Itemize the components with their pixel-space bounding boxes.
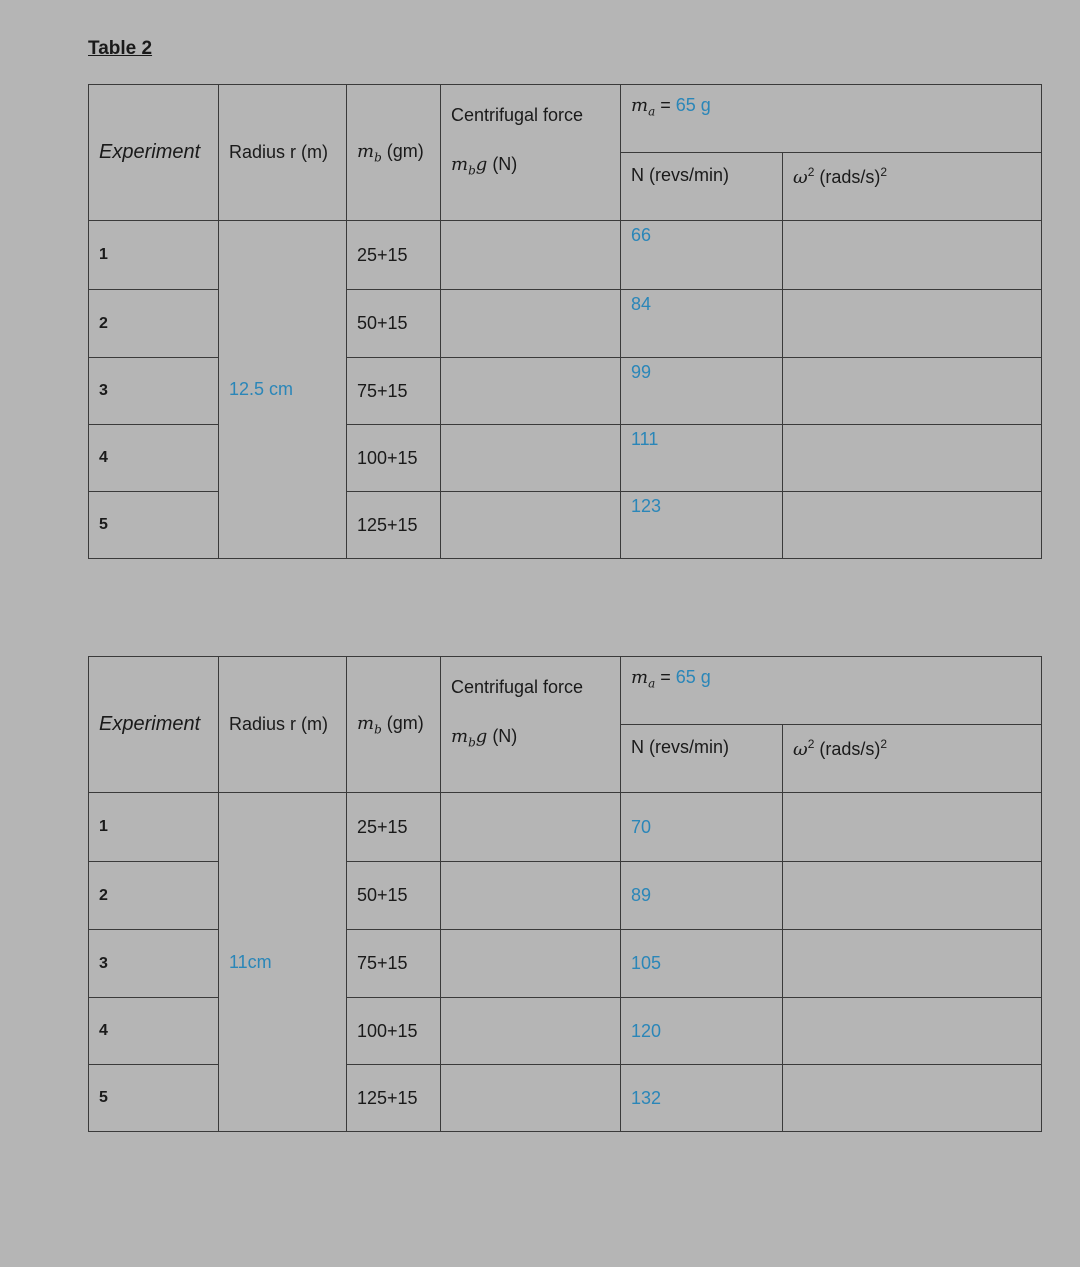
experiment-header: Experiment <box>89 85 219 221</box>
header-row <box>89 657 1042 725</box>
data-table-1 <box>88 84 1042 559</box>
header-row <box>89 85 1042 153</box>
table-row: 3 75+15 99 <box>89 358 1042 425</box>
omega-header: $\omega^2$ (rads/s)$^2$ <box>783 725 1042 793</box>
table-row: 1 12.5 cm 25+15 66 <box>89 221 1042 290</box>
centrifugal-force-header: Centrifugal force $m_bg$ (N) <box>441 657 621 793</box>
table-row: 3 75+15 105 <box>89 930 1042 998</box>
table-row: 4 100+15 111 <box>89 425 1042 492</box>
ma-header: $m_a = 65$ g <box>621 657 1042 725</box>
mb-header: $m_b$ (gm) <box>347 657 441 793</box>
n-header: N (revs/min) <box>621 153 783 221</box>
table-row: 5 125+15 123 <box>89 492 1042 559</box>
table-row: 4 100+15 120 <box>89 998 1042 1065</box>
table-row: 2 50+15 89 <box>89 862 1042 930</box>
centrifugal-force-header: Centrifugal force $m_bg$ (N) <box>441 85 621 221</box>
radius-header: Radius r (m) <box>219 85 347 221</box>
table-row: 2 50+15 84 <box>89 290 1042 358</box>
mb-header: $m_b$ (gm) <box>347 85 441 221</box>
experiment-header: Experiment <box>89 657 219 793</box>
n-header: N (revs/min) <box>621 725 783 793</box>
radius-value: 11cm <box>219 793 347 1132</box>
radius-value: 12.5 cm <box>219 221 347 559</box>
table-row: 5 125+15 132 <box>89 1065 1042 1132</box>
data-table-2 <box>88 656 1042 1132</box>
table-title: Table 2 <box>88 38 153 59</box>
omega-header: $\omega^2$ (rads/s)$^2$ <box>783 153 1042 221</box>
ma-header: $m_a = 65$ g <box>621 85 1042 153</box>
table-row: 1 11cm 25+15 70 <box>89 793 1042 862</box>
radius-header: Radius r (m) <box>219 657 347 793</box>
